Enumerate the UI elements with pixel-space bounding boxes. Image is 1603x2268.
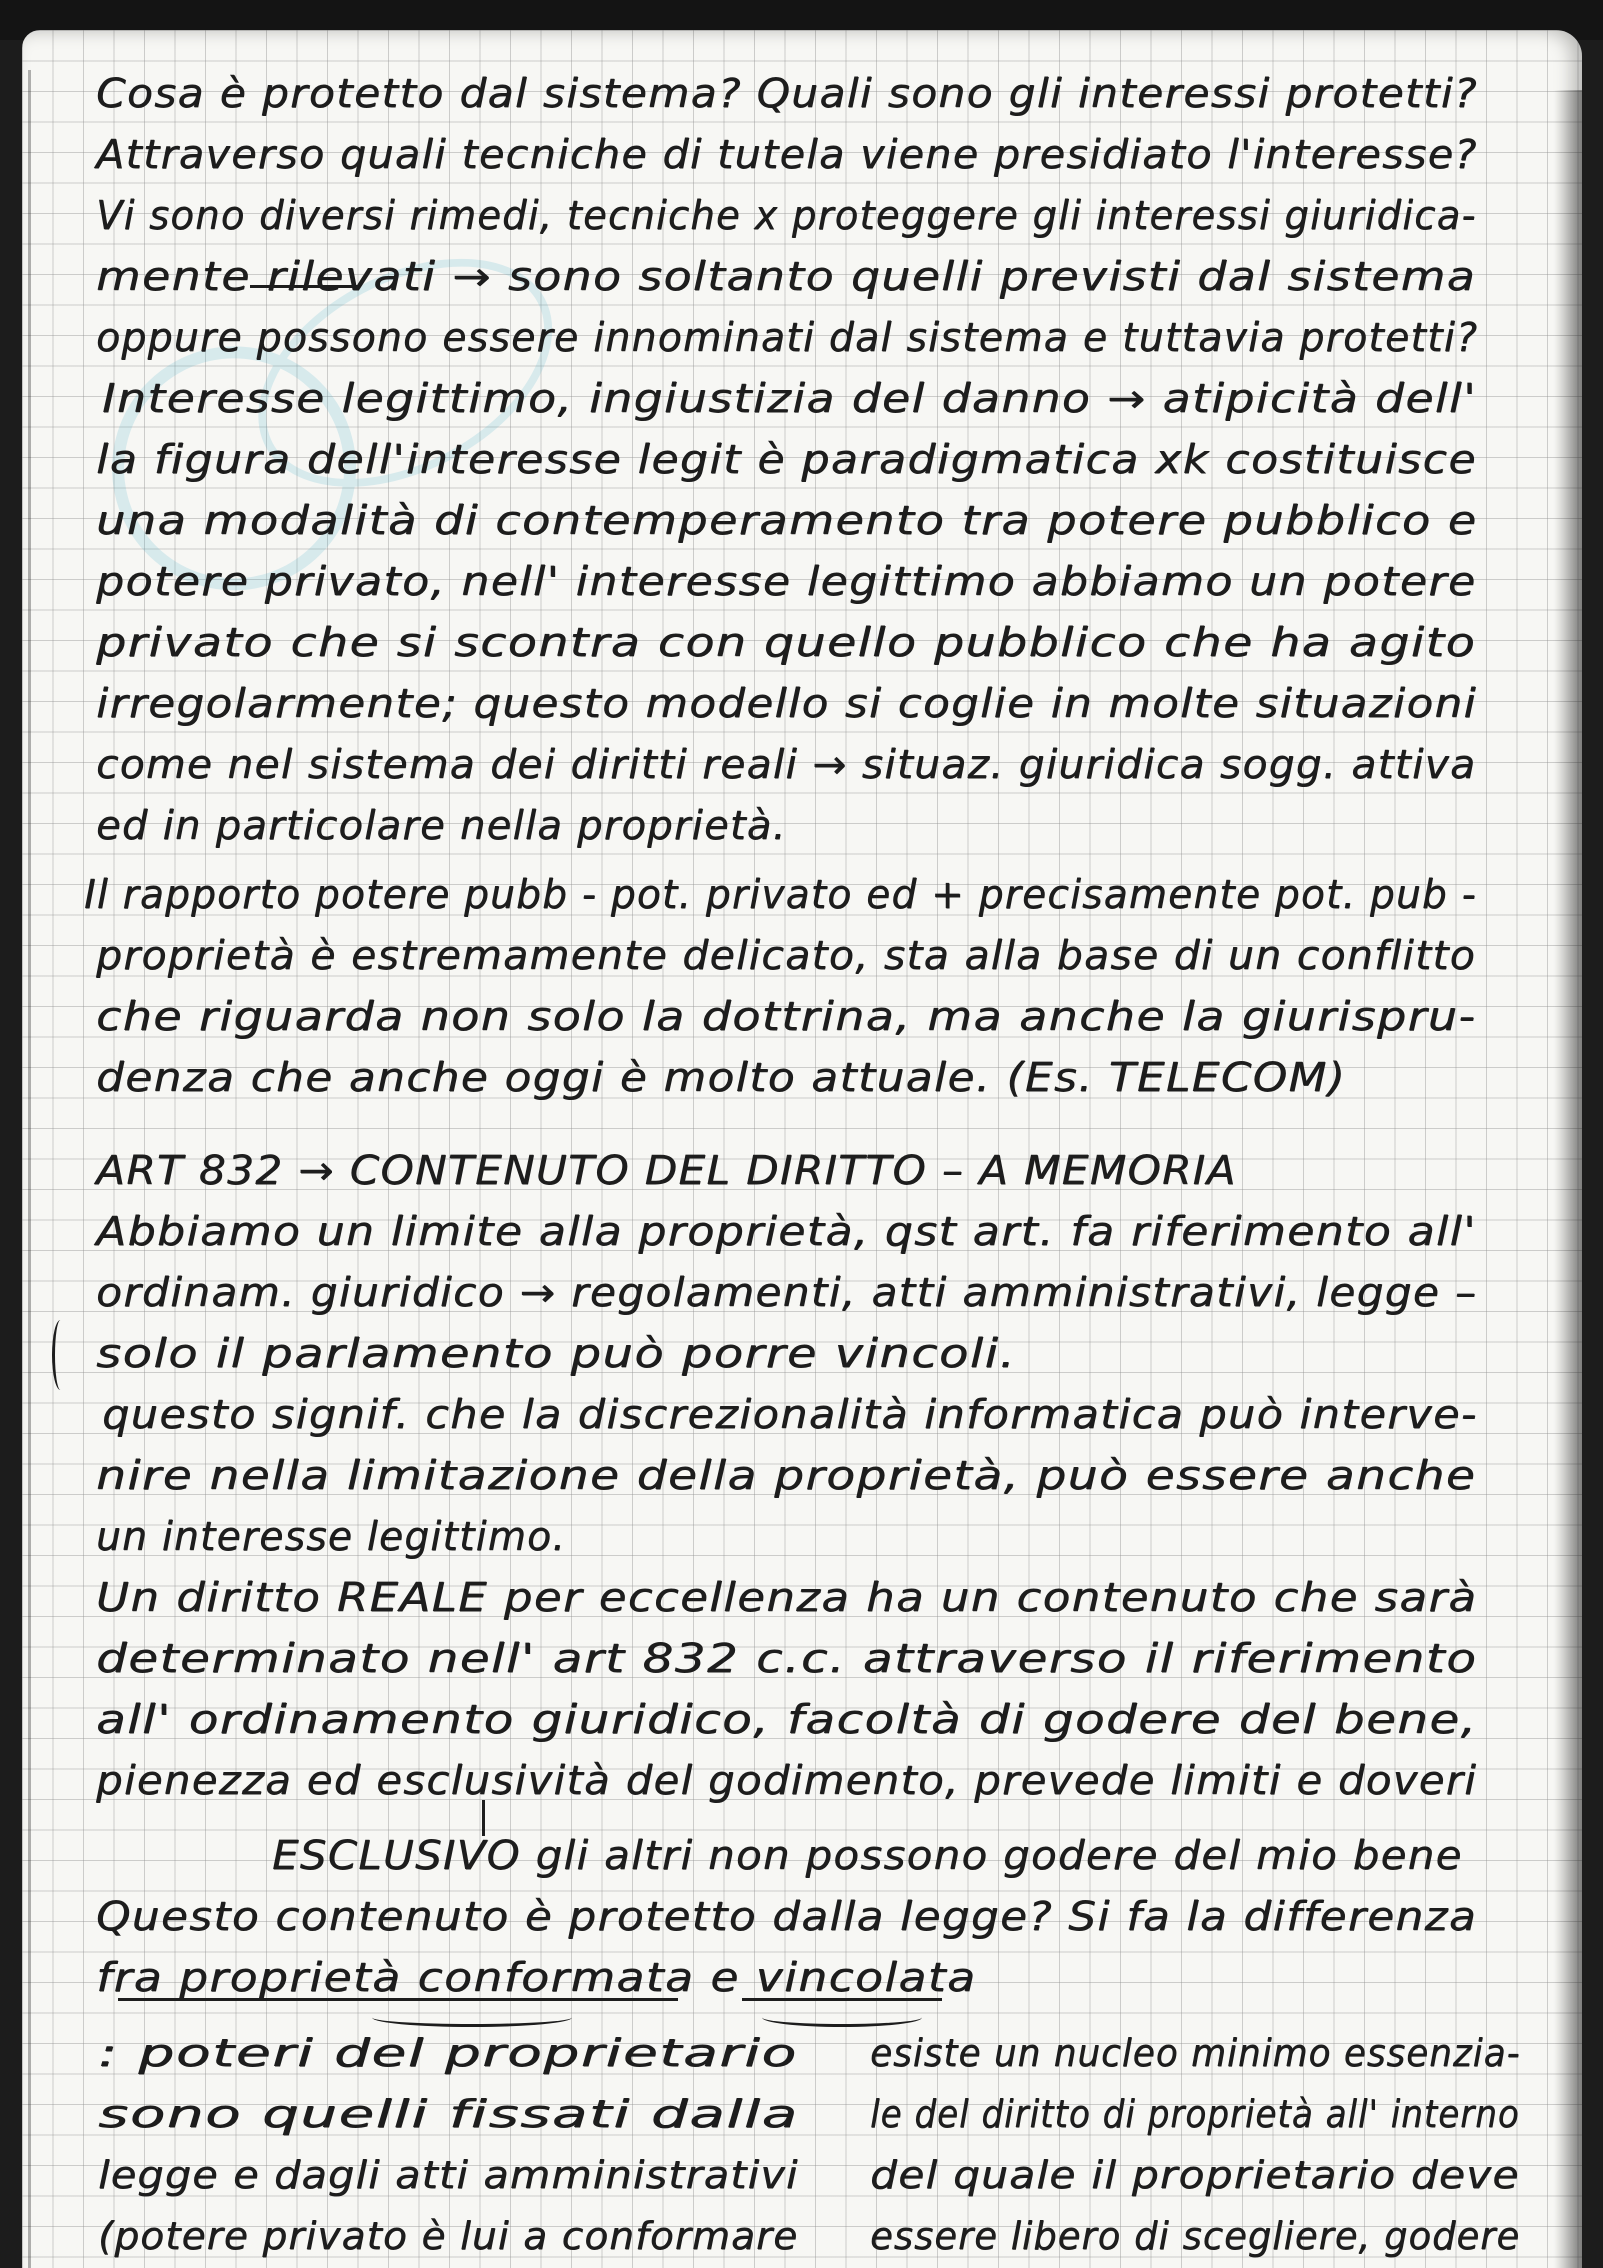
brace-vincolata: [762, 2008, 922, 2027]
underline-rilevati: [250, 285, 360, 288]
handwritten-line: Cosa è protetto dal sistema? Quali sono gli interessi protetti?: [96, 71, 1478, 117]
handwritten-line: determinato nell' art 832 c.c. attraverso il riferimento: [96, 1636, 1478, 1682]
handwritten-line: mente rilevati → sono soltanto quelli previsti dal sistema: [96, 254, 1477, 300]
handwritten-line: potere privato, nell' interesse legittimo abbiamo un potere: [96, 559, 1477, 605]
handwritten-line: fra proprietà conformata e vincolata: [96, 1955, 977, 2001]
handwritten-line: questo signif. che la discrezionalità informatica può interve-: [102, 1392, 1478, 1438]
handwritten-line: ART 832 → CONTENUTO DEL DIRITTO – A MEMORIA: [96, 1148, 1237, 1194]
handwritten-line: ESCLUSIVO gli altri non possono godere del mio bene: [272, 1833, 1463, 1879]
handwritten-line: proprietà è estremamente delicato, sta alla base di un conflitto: [96, 933, 1476, 979]
right-column-line: del quale il proprietario deve: [870, 2153, 1520, 2197]
left-column-line: : poteri del proprietario: [98, 2031, 798, 2075]
handwritten-line: Abbiamo un limite alla proprietà, qst art. fa riferimento all': [96, 1209, 1477, 1255]
margin-bracket: [52, 1320, 69, 1390]
handwritten-line: Attraverso quali tecniche di tutela viene presidiato l'interesse?: [96, 132, 1478, 178]
right-column-line: le del diritto di proprietà all' interno: [870, 2092, 1520, 2136]
handwritten-line: ed in particolare nella proprietà.: [96, 803, 787, 849]
left-column-line: legge e dagli atti amministrativi: [98, 2153, 799, 2197]
brace-conformata: [372, 2008, 572, 2027]
handwritten-line: privato che si scontra con quello pubblico che ha agito: [96, 620, 1476, 666]
underline-vincolata: [742, 1998, 942, 2001]
underline-conformata: [118, 1998, 678, 2001]
handwritten-line: oppure possono essere innominati dal sistema e tuttavia protetti?: [96, 315, 1479, 361]
page-fold-line: [28, 70, 31, 2268]
handwritten-line: Interesse legittimo, ingiustizia del danno → atipicità dell': [102, 376, 1477, 422]
left-column-line: (potere privato è lui a conformare: [98, 2214, 799, 2258]
handwritten-line: pienezza ed esclusività del godimento, prevede limiti e doveri: [96, 1758, 1478, 1804]
handwritten-line: ordinam. giuridico → regolamenti, atti amministrativi, legge –: [96, 1270, 1478, 1316]
handwritten-line: Questo contenuto è protetto dalla legge? Si fa la differenza: [96, 1894, 1477, 1940]
page-edge-shadow: [1554, 90, 1582, 2268]
handwritten-line: Un diritto REALE per eccellenza ha un contenuto che sarà: [96, 1575, 1478, 1621]
handwritten-line: che riguarda non solo la dottrina, ma anche la giurispru-: [96, 994, 1477, 1040]
handwritten-line: solo il parlamento può porre vincoli.: [96, 1331, 1017, 1377]
handwritten-line: come nel sistema dei diritti reali → situaz. giuridica sogg. attiva: [96, 742, 1477, 788]
handwritten-line: nire nella limitazione della proprietà, può essere anche: [96, 1453, 1477, 1499]
handwritten-line: Il rapporto potere pubb - pot. privato ed + precisamente pot. pub -: [84, 872, 1477, 918]
handwritten-line: all' ordinamento giuridico, facoltà di godere del bene,: [96, 1697, 1478, 1743]
handwritten-line: la figura dell'interesse legit è paradigmatica xk costituisce: [96, 437, 1477, 483]
grid-paper-sheet: [22, 30, 1582, 2268]
handwritten-line: irregolarmente; questo modello si coglie in molte situazioni: [96, 681, 1477, 727]
handwritten-line: un interesse legittimo.: [96, 1514, 566, 1560]
left-column-line: sono quelli fissati dalla: [98, 2092, 799, 2136]
handwritten-line: denza che anche oggi è molto attuale. (Es. TELECOM): [96, 1055, 1347, 1101]
handwritten-line: Vi sono diversi rimedi, tecniche x proteggere gli interessi giuridica-: [96, 193, 1477, 239]
handwritten-line: una modalità di contemperamento tra potere pubblico e: [96, 498, 1478, 544]
right-column-line: essere libero di scegliere, godere: [870, 2214, 1521, 2258]
arrow-down-mark: [482, 1800, 485, 1836]
right-column-line: esiste un nucleo minimo essenzia-: [870, 2031, 1521, 2075]
